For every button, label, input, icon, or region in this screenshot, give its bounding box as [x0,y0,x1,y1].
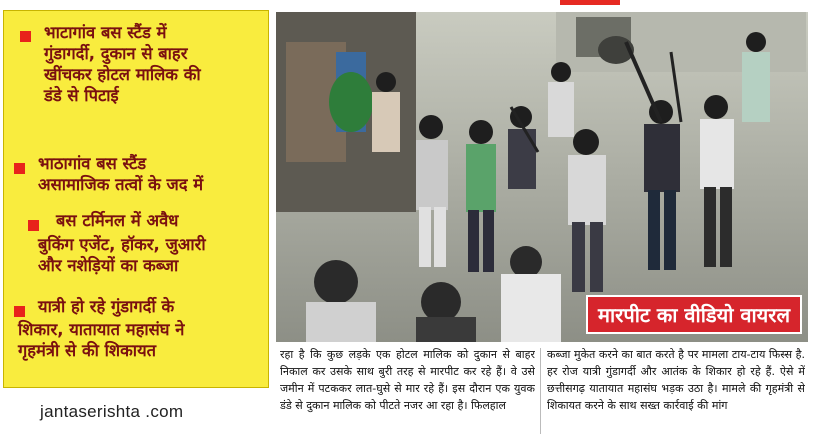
highlight-3 [56,210,178,231]
column-divider [540,348,541,434]
bullet-marker-icon [28,220,39,231]
highlight-2 [38,153,203,195]
news-photo [276,12,808,342]
highlight-3-line-3: और नशेड़ियों का कब्जा [38,256,179,275]
highlight-4-cont [18,319,184,361]
highlight-4-line-1: यात्री हो रहे गुंडागर्दी के [38,297,175,316]
highlight-1 [44,22,201,106]
article-column-2: कब्जा मुकेत करने का बात करते है पर मामला टाय-टाय फिस्स है. हर रोज यात्री गुंडागर्दी और आतंक के शिकार हो रहे हैं. ऐसे में छत्तीसगढ़ यातायात महासंघ भड़क उठा है। मामले की गृहमंत्री से शिकायत करने के साथ सख्त कार्रवाई की मांग [547,348,805,412]
photo-caption: मारपीट का वीडियो वायरल [586,295,802,334]
highlight-1-line-3: खींचकर होटल मालिक की [44,65,201,84]
highlight-3-line-2: बुकिंग एजेंट, हॉकर, जुआरी [38,235,206,254]
bullet-marker-icon [14,163,25,174]
bullet-marker-icon [14,306,25,317]
highlight-3-cont [38,234,206,276]
highlight-2-line-2: असामाजिक तत्वों के जद में [38,175,204,194]
bullet-marker-icon [20,31,31,42]
highlight-1-line-2: गुंडागर्दी, दुकान से बाहर [44,44,188,63]
highlight-4-line-2: शिकार, यातायात महासंघ ने [18,320,185,339]
website-link[interactable]: jantaserishta .com [40,402,184,421]
article-column-1: रहा है कि कुछ लड़के एक होटल मालिक को दुकान से बाहर निकाल कर उसके साथ बुरी तरह से मारपीट कर रहे हैं। वे उसे जमीन में पटककर लात-घुसे से मार रहे हैं। इस दौरान एक युवक डंडे से दुकान मालिक को पीटते नजर आ रहा है। फिलहाल [280,348,535,412]
street-fight-scene-image [276,12,808,342]
highlight-3-line-1: बस टर्मिनल में अवैध [56,211,179,230]
highlight-1-line-4: डंडे से पिटाई [44,86,119,105]
top-accent-strip [560,0,620,5]
highlight-2-line-1: भाठागांव बस स्टैंड [38,154,147,173]
highlight-4 [38,296,174,317]
highlights-box [3,10,269,388]
highlight-4-line-3: गृहमंत्री से की शिकायत [18,341,157,360]
highlight-1-line-1: भाटागांव बस स्टैंड में [44,23,167,42]
